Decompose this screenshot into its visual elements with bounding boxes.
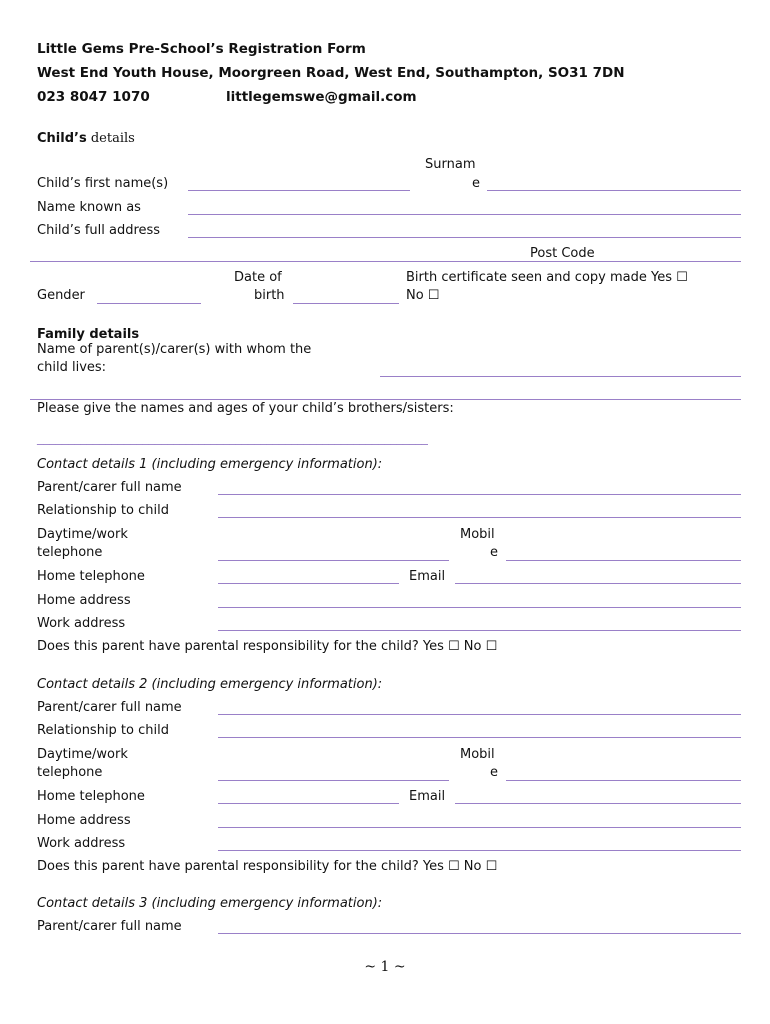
dob-field[interactable]	[293, 303, 399, 304]
contact2-full-name-field[interactable]	[218, 714, 741, 715]
contact3-heading: Contact details 3 (including emergency information):	[37, 896, 383, 911]
contact2-mobile-label-bottom: e	[490, 765, 498, 780]
contact2-home-address-field[interactable]	[218, 827, 741, 828]
contact1-email-field[interactable]	[455, 583, 741, 584]
contact1-full-name-label: Parent/carer full name	[37, 480, 182, 495]
contact1-home-address-label: Home address	[37, 593, 131, 608]
contact2-daytime-field[interactable]	[218, 780, 449, 781]
surname-label-bottom: e	[472, 176, 480, 191]
birth-certificate-no-checkbox[interactable]: No ☐	[406, 288, 440, 303]
post-code-label: Post Code	[530, 246, 595, 261]
school-email: littlegemswe@gmail.com	[226, 89, 417, 105]
child-heading-bold: Child’s	[37, 131, 87, 146]
siblings-label: Please give the names and ages of your child’s brothers/sisters:	[37, 401, 454, 416]
surname-label-top: Surnam	[425, 157, 476, 172]
contact1-mobile-label-top: Mobil	[460, 527, 495, 542]
contact2-email-field[interactable]	[455, 803, 741, 804]
gender-label: Gender	[37, 288, 85, 303]
contact2-mobile-field[interactable]	[506, 780, 741, 781]
contact2-work-address-label: Work address	[37, 836, 126, 851]
contact2-daytime-label-top: Daytime/work	[37, 747, 128, 762]
parents-label-line2: child lives:	[37, 360, 107, 375]
full-address-label: Child’s full address	[37, 223, 161, 238]
contact1-work-address-label: Work address	[37, 616, 126, 631]
contact1-full-name-field[interactable]	[218, 494, 741, 495]
school-phone: 023 8047 1070	[37, 89, 150, 105]
dob-label-top: Date of	[234, 270, 282, 285]
contact2-relationship-label: Relationship to child	[37, 723, 169, 738]
child-details-heading	[37, 131, 135, 146]
contact2-email-label: Email	[409, 789, 446, 804]
contact1-daytime-label-bottom: telephone	[37, 545, 103, 560]
contact1-relationship-field[interactable]	[218, 517, 741, 518]
school-address: West End Youth House, Moorgreen Road, West End, Southampton, SO31 7DN	[37, 65, 625, 81]
contact1-home-tel-label: Home telephone	[37, 569, 145, 584]
contact1-daytime-field[interactable]	[218, 560, 449, 561]
known-as-field[interactable]	[188, 214, 741, 215]
contact1-home-tel-field[interactable]	[218, 583, 399, 584]
parents-field[interactable]	[380, 376, 741, 377]
contact1-mobile-label-bottom: e	[490, 545, 498, 560]
child-heading-rest: details	[90, 131, 135, 146]
contact2-home-tel-field[interactable]	[218, 803, 399, 804]
contact2-full-name-label: Parent/carer full name	[37, 700, 182, 715]
contact2-home-tel-label: Home telephone	[37, 789, 145, 804]
contact1-mobile-field[interactable]	[506, 560, 741, 561]
contact3-full-name-field[interactable]	[218, 933, 741, 934]
family-details-heading: Family details	[37, 327, 140, 342]
full-address-field[interactable]	[188, 237, 741, 238]
siblings-field[interactable]: _______________________________________________________________	[37, 431, 428, 446]
contact2-daytime-label-bottom: telephone	[37, 765, 103, 780]
contact1-daytime-label-top: Daytime/work	[37, 527, 128, 542]
contact2-mobile-label-top: Mobil	[460, 747, 495, 762]
contact2-relationship-field[interactable]	[218, 737, 741, 738]
address-line-2-field[interactable]	[30, 261, 741, 262]
dob-label-bottom: birth	[254, 288, 285, 303]
contact2-work-address-field[interactable]	[218, 850, 741, 851]
contact1-responsibility-checkboxes[interactable]: Does this parent have parental responsibility for the child? Yes ☐ No ☐	[37, 639, 498, 654]
parents-field-line2[interactable]	[30, 399, 741, 400]
parents-label-line1: Name of parent(s)/carer(s) with whom the	[37, 342, 312, 357]
known-as-label: Name known as	[37, 200, 141, 215]
surname-field[interactable]	[487, 190, 741, 191]
page-number: ~ 1 ~	[364, 959, 406, 975]
form-title: Little Gems Pre-School’s Registration Form	[37, 41, 366, 57]
contact1-home-address-field[interactable]	[218, 607, 741, 608]
contact1-heading: Contact details 1 (including emergency information):	[37, 457, 383, 472]
child-first-name-label: Child’s first name(s)	[37, 176, 169, 191]
child-first-name-field[interactable]	[188, 190, 410, 191]
contact1-relationship-label: Relationship to child	[37, 503, 169, 518]
contact3-full-name-label: Parent/carer full name	[37, 919, 182, 934]
contact2-responsibility-checkboxes[interactable]: Does this parent have parental responsibility for the child? Yes ☐ No ☐	[37, 859, 498, 874]
contact1-work-address-field[interactable]	[218, 630, 741, 631]
contact2-home-address-label: Home address	[37, 813, 131, 828]
contact1-email-label: Email	[409, 569, 446, 584]
gender-field[interactable]	[97, 303, 201, 304]
contact2-heading: Contact details 2 (including emergency information):	[37, 677, 383, 692]
birth-certificate-checkbox[interactable]: Birth certificate seen and copy made Yes ☐	[406, 270, 688, 285]
